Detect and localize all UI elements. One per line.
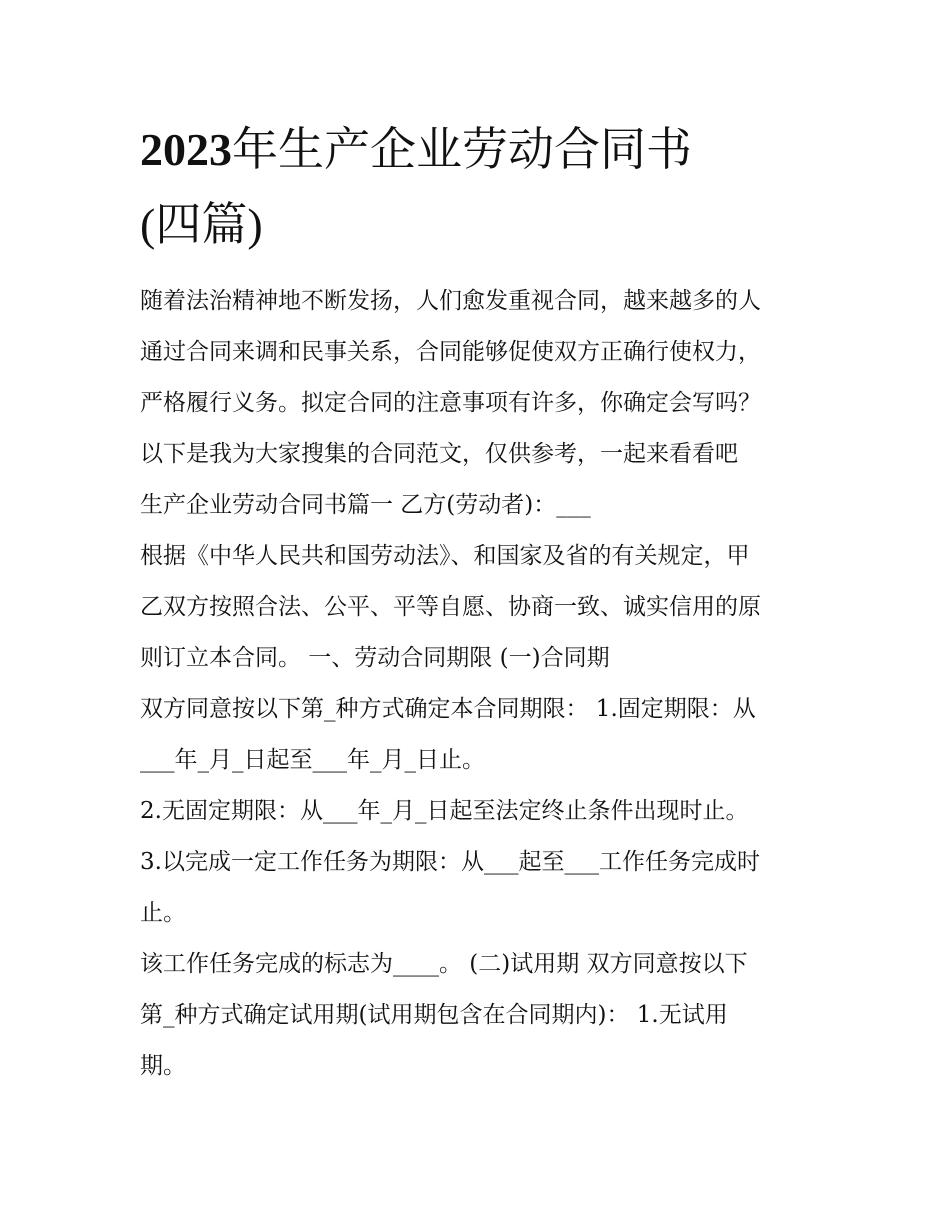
document-title xyxy=(140,112,820,262)
body-line: 乙双方按照合法、公平、平等自愿、协商一致、诚实信用的原 xyxy=(140,594,761,620)
body-line: 随着法治精神地不断发扬，人们愈发重视合同，越来越多的人 xyxy=(140,288,761,314)
title-year: 2023 xyxy=(140,124,232,175)
body-line: 止。 xyxy=(140,900,186,926)
body-line: 该工作任务完成的标志为____。 (二)试用期 双方同意按以下 xyxy=(140,951,748,977)
body-line: 以下是我为大家搜集的合同范文，仅供参考，一起来看看吧 xyxy=(140,441,738,467)
body-line: 严格履行义务。拟定合同的注意事项有许多，你确定会写吗？ xyxy=(140,390,761,416)
body-line: 根据《中华人民共和国劳动法》、和国家及省的有关规定，甲 xyxy=(140,543,750,569)
body-line: 双方同意按以下第_种方式确定本合同期限： 1.固定期限：从 xyxy=(140,696,756,722)
body-line: 则订立本合同。 一、劳动合同期限 (一)合同期 xyxy=(140,645,610,671)
body-line: ___年_月_日起至___年_月_日止。 xyxy=(140,747,485,773)
body-line: 2.无固定期限：从___年_月_日起至法定终止条件出现时止。 xyxy=(140,798,749,824)
body-line: 生产企业劳动合同书篇一 乙方(劳动者)：___ xyxy=(140,492,591,518)
title-text: 年生产企业劳动合同书 xyxy=(232,122,692,176)
body-line: 通过合同来调和民事关系，合同能够促使双方正确行使权力， xyxy=(140,339,761,365)
body-line: 期。 xyxy=(140,1053,186,1079)
document-body xyxy=(140,276,830,1092)
body-line: 3.以完成一定工作任务为期限：从___起至___工作任务完成时 xyxy=(140,849,760,875)
title-subtitle: (四篇) xyxy=(140,199,263,250)
body-line: 第_种方式确定试用期(试用期包含在合同期内)： 1.无试用 xyxy=(140,1002,728,1028)
